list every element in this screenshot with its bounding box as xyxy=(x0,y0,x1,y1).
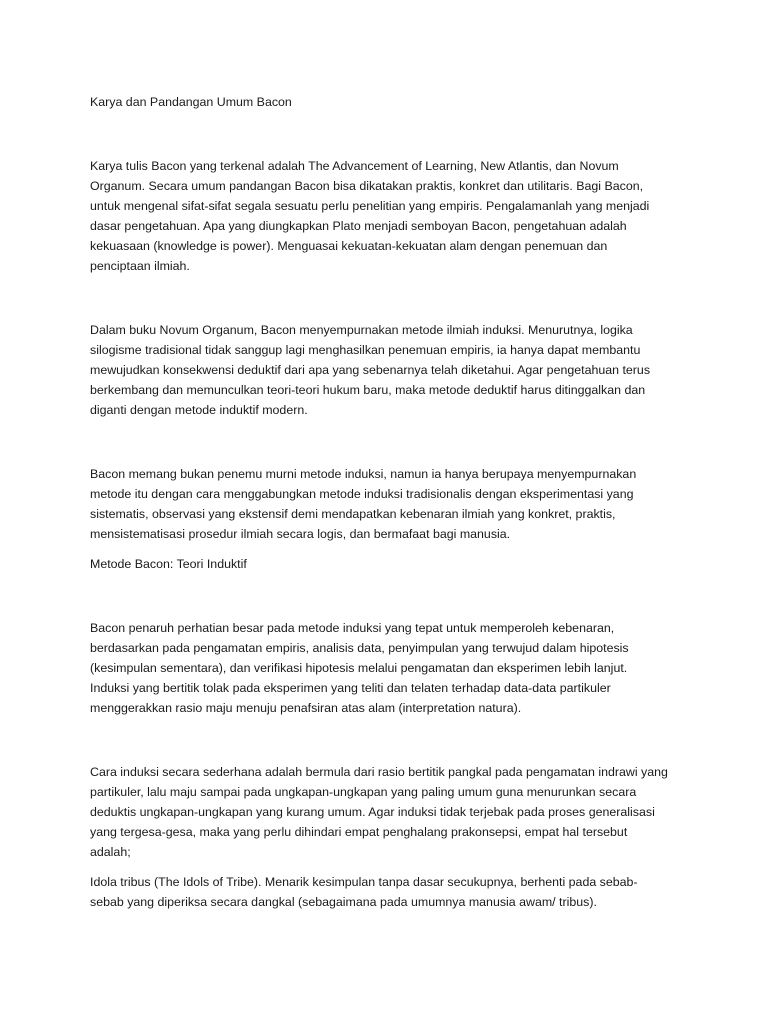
text-line: yang tergesa-gesa, maka yang perlu dihindari empat penghalang prakonsepsi, empat hal tersebut xyxy=(90,825,628,839)
text-line: mewujudkan konsekwensi deduktif dari apa yang sebenarnya telah diketahui. Agar pengetahuan terus xyxy=(90,363,651,377)
text-line: (kesimpulan sementara), dan verifikasi hipotesis melalui pengamatan dan eksperimen lebih lanjut. xyxy=(90,661,628,675)
section-heading-karya: Karya dan Pandangan Umum Bacon xyxy=(90,95,292,109)
text-line: dasar pengetahuan. Apa yang diungkapkan Plato menjadi semboyan Bacon, pengetahuan adalah xyxy=(90,219,627,233)
text-line: kekuasaan (knowledge is power). Menguasai kekuatan-kekuatan alam dengan penemuan dan xyxy=(90,239,608,253)
paragraph-penemu-induksi xyxy=(90,464,670,544)
paragraph-perhatian-induksi xyxy=(90,618,670,718)
spacer xyxy=(90,112,670,156)
text-line: Karya tulis Bacon yang terkenal adalah The Advancement of Learning, New Atlantis, dan Novum xyxy=(90,159,619,173)
text-line: metode itu dengan cara menggabungkan metode induksi tradisionalis dengan eksperimentasi yang xyxy=(90,487,634,501)
text-line: silogisme tradisional tidak sanggup lagi menghasilkan penemuan empiris, ia hanya dapat membantu xyxy=(90,343,641,357)
paragraph-novum-organum xyxy=(90,320,670,420)
document-body xyxy=(90,92,670,912)
text-line: untuk mengenal sifat-sifat segala sesuatu perlu penelitian yang empiris. Pengalamanlah yang menjadi xyxy=(90,199,650,213)
text-line: sistematis, observasi yang ekstensif demi mendapatkan kebenaran ilmiah yang konkret, praktis, xyxy=(90,507,616,521)
text-line: Organum. Secara umum pandangan Bacon bisa dikatakan praktis, konkret dan utilitaris. Bagi Bacon, xyxy=(90,179,644,193)
text-line: Induksi yang bertitik tolak pada eksperimen yang teliti dan telaten terhadap data-data partikuler xyxy=(90,681,611,695)
text-line: Cara induksi secara sederhana adalah bermula dari rasio bertitik pangkal pada pengamatan indrawi yang xyxy=(90,765,668,779)
text-line: Idola tribus (The Idols of Tribe). Menarik kesimpulan tanpa dasar secukupnya, berhenti pada sebab- xyxy=(90,875,638,889)
text-line: Bacon memang bukan penemu murni metode induksi, namun ia hanya berupaya menyempurnakan xyxy=(90,467,637,481)
text-line: mensistematisasi prosedur ilmiah secara logis, dan bermafaat bagi manusia. xyxy=(90,527,511,541)
text-line: adalah; xyxy=(90,845,131,859)
paragraph-cara-induksi xyxy=(90,762,670,862)
paragraph-karya-tulis xyxy=(90,156,670,276)
spacer xyxy=(90,574,670,618)
text-line: diganti dengan metode induktif modern. xyxy=(90,403,308,417)
text-line: penciptaan ilmiah. xyxy=(90,259,190,273)
text-line: partikuler, lalu maju sampai pada ungkapan-ungkapan yang paling umum guna menurunkan secara xyxy=(90,785,637,799)
text-line: berkembang dan memunculkan teori-teori hukum baru, maka metode deduktif harus ditinggalkan dan xyxy=(90,383,646,397)
text-line: Bacon penaruh perhatian besar pada metode induksi yang tepat untuk memperoleh kebenaran, xyxy=(90,621,615,635)
spacer xyxy=(90,420,670,464)
text-line: Dalam buku Novum Organum, Bacon menyempurnakan metode ilmiah induksi. Menurutnya, logika xyxy=(90,323,633,337)
text-line: deduktis ungkapan-ungkapan yang kurang umum. Agar induksi tidak terjebak pada proses generalisasi xyxy=(90,805,655,819)
paragraph-idola-tribus xyxy=(90,872,670,912)
text-line: sebab yang diperiksa secara dangkal (sebagaimana pada umumnya manusia awam/ tribus). xyxy=(90,895,597,909)
spacer xyxy=(90,862,670,872)
section-heading-metode: Metode Bacon: Teori Induktif xyxy=(90,557,247,571)
spacer xyxy=(90,718,670,762)
spacer xyxy=(90,276,670,320)
spacer xyxy=(90,544,670,554)
text-line: berdasarkan pada pengamatan empiris, analisis data, penyimpulan yang terwujud dalam hipotesis xyxy=(90,641,629,655)
text-line: menggerakkan rasio maju menuju penafsiran atas alam (interpretation natura). xyxy=(90,701,522,715)
